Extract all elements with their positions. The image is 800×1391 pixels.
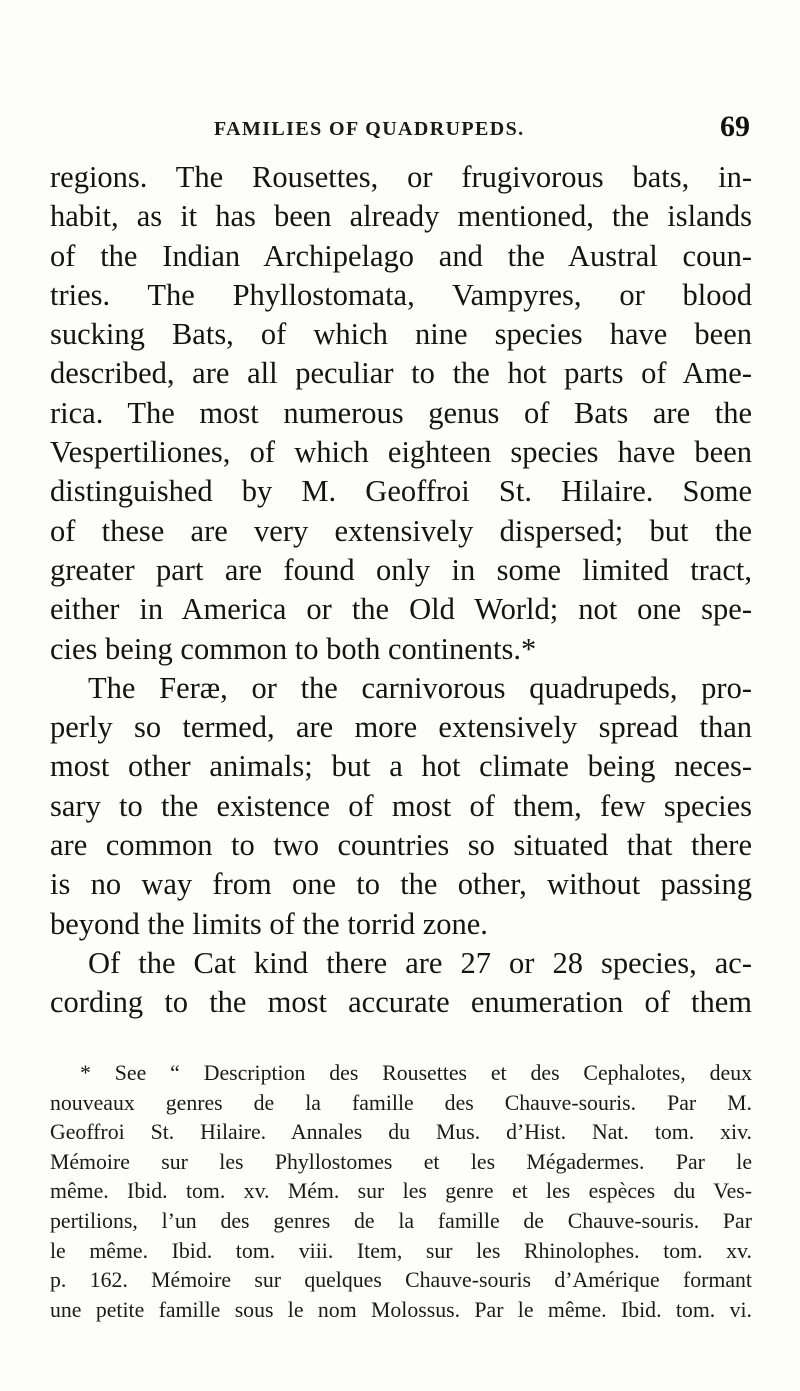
footnote-line: le même. Ibid. tom. viii. Item, sur les Rhinolophes. tom. xv.: [50, 1238, 752, 1263]
footnote-line: p. 162. Mémoire sur quelques Chauve-souris d’Amérique formant: [50, 1268, 752, 1293]
body-line: cies being common to both continents.*: [50, 631, 537, 666]
body-line: Vespertiliones, of which eighteen species have been: [50, 435, 752, 470]
body-line: of these are very extensively dispersed; but the: [50, 513, 752, 548]
body-line: perly so termed, are more extensively spread than: [50, 710, 752, 745]
body-line: rica. The most numerous genus of Bats are the: [50, 395, 752, 430]
body-line: cording to the most accurate enumeration of them: [50, 985, 752, 1020]
body-line: habit, as it has been already mentioned, the islands: [50, 199, 752, 234]
body-line: of the Indian Archipelago and the Austral coun-: [50, 238, 752, 273]
footnote-line: Mémoire sur les Phyllostomes et les Mégadermes. Par le: [50, 1149, 752, 1174]
page-number: 69: [720, 110, 750, 143]
body-line: most other animals; but a hot climate being neces-: [50, 749, 752, 784]
footnote-line: pertilions, l’un des genres de la famille de Chauve-souris. Par: [50, 1208, 752, 1233]
body-line: described, are all peculiar to the hot parts of Ame-: [50, 356, 752, 391]
body-line: regions. The Rousettes, or frugivorous bats, in-: [50, 160, 752, 194]
body-line: beyond the limits of the torrid zone.: [50, 906, 488, 941]
footnote-line: Geoffroi St. Hilaire. Annales du Mus. d’Hist. Nat. tom. xiv.: [50, 1120, 752, 1145]
body-line: Of the Cat kind there are 27 or 28 species, ac-: [88, 945, 752, 980]
footnote-line: une petite famille sous le nom Molossus. Par le même. Ibid. tom. vi.: [50, 1297, 752, 1322]
body-line: either in America or the Old World; not one spe-: [50, 592, 752, 627]
running-head: FAMILIES OF QUADRUPEDS.: [214, 118, 525, 140]
body-line: distinguished by M. Geoffroi St. Hilaire. Some: [50, 474, 752, 509]
page-header: [0, 106, 800, 146]
footnote-line: nouveaux genres de la famille des Chauve-souris. Par M.: [50, 1090, 752, 1115]
footnote: [50, 1059, 752, 1325]
footnote-line: * See “ Description des Rousettes et des Cephalotes, deux: [80, 1061, 752, 1085]
body-line: tries. The Phyllostomata, Vampyres, or blood: [50, 277, 752, 312]
body-line: The Feræ, or the carnivorous quadrupeds, pro-: [88, 670, 752, 705]
body-line: greater part are found only in some limited tract,: [50, 552, 752, 587]
body-text: [50, 158, 752, 1023]
body-line: is no way from one to the other, without passing: [50, 867, 752, 902]
footnote-line: même. Ibid. tom. xv. Mém. sur les genre et les espèces du Ves-: [50, 1179, 752, 1204]
body-line: are common to two countries so situated that there: [50, 828, 752, 863]
body-line: sucking Bats, of which nine species have been: [50, 317, 752, 352]
body-line: sary to the existence of most of them, few species: [50, 788, 752, 823]
